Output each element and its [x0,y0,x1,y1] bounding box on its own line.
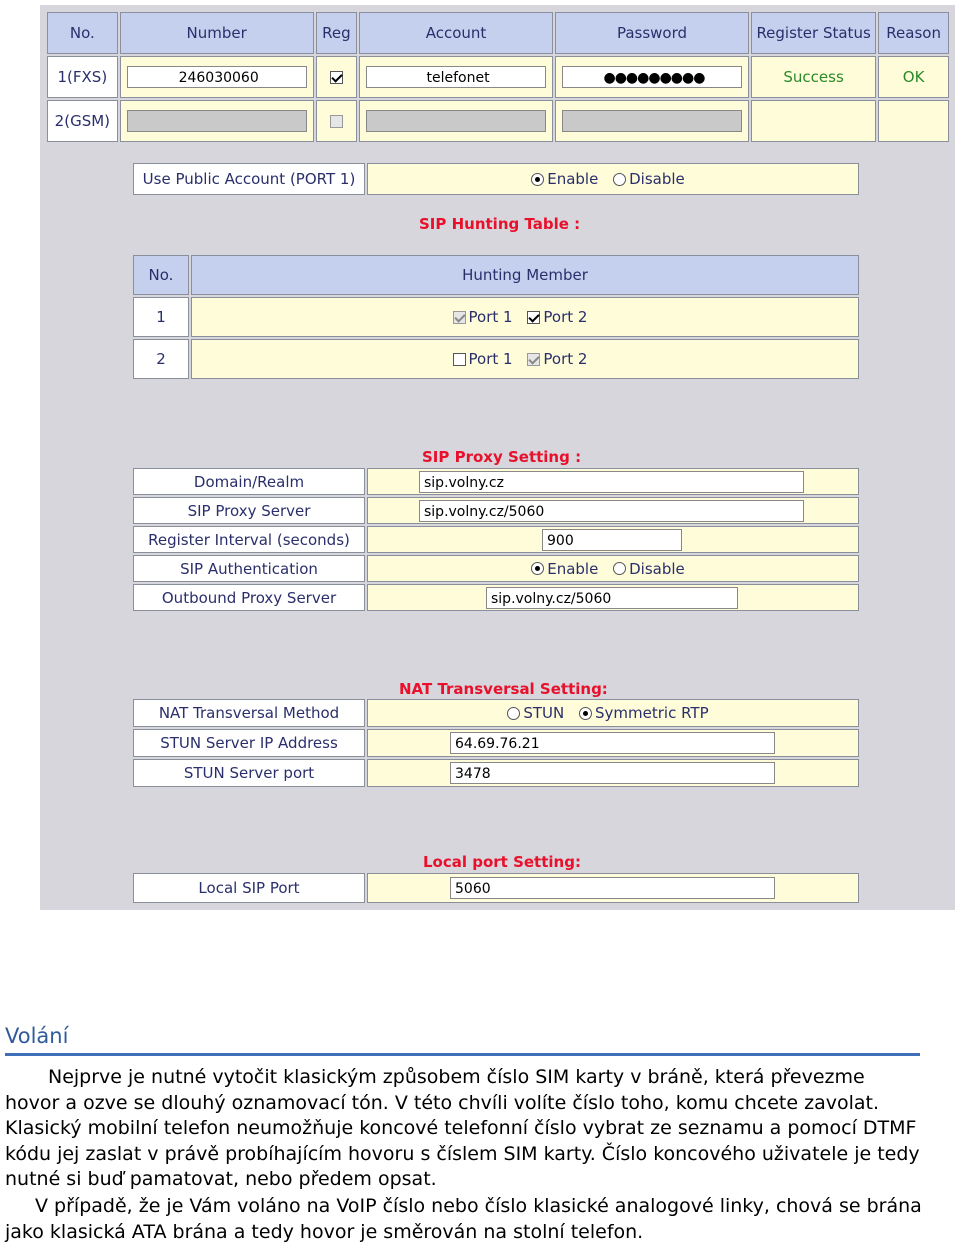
port1-checkbox[interactable] [453,311,466,324]
reg-checkbox[interactable] [330,115,343,128]
col-header-register-status: Register Status [751,12,876,54]
domain-label: Domain/Realm [133,468,365,495]
settings-panel [40,5,955,910]
password-input[interactable]: ●●●●●●●●● [562,66,742,88]
public-account-enable-radio[interactable] [531,173,544,186]
col-header-password: Password [555,12,749,54]
port1-checkbox[interactable] [453,353,466,366]
register-interval-input[interactable]: 900 [542,529,682,551]
register-interval-label: Register Interval (seconds) [133,526,365,553]
public-account-table [131,161,861,197]
reason [878,100,949,142]
heading-divider [5,1053,920,1056]
sip-hunting-title: SIP Hunting Table : [419,215,581,233]
radio-label: Disable [629,559,685,578]
hunting-table [131,253,861,381]
symmetric-rtp-radio[interactable] [579,707,592,720]
nat-method-label: NAT Transversal Method [133,699,365,727]
stun-ip-label: STUN Server IP Address [133,729,365,757]
reason: OK [878,56,949,98]
table-row [47,100,949,142]
section-heading: Volání [5,1024,69,1048]
auth-enable-radio[interactable] [531,562,544,575]
local-sip-port-label: Local SIP Port [133,873,365,903]
number-input[interactable] [127,110,307,132]
sip-auth-label: SIP Authentication [133,555,365,582]
sip-proxy-table [131,466,861,613]
account-input[interactable]: telefonet [366,66,546,88]
radio-label: Disable [629,170,685,189]
stun-ip-input[interactable]: 64.69.76.21 [450,732,775,754]
table-row [133,339,859,379]
stun-port-label: STUN Server port [133,759,365,787]
outbound-proxy-label: Outbound Proxy Server [133,584,365,611]
accounts-header-row [47,12,949,54]
auth-disable-radio[interactable] [613,562,626,575]
radio-label: Enable [547,170,599,189]
checkbox-label: Port 1 [468,350,513,369]
checkbox-label: Port 2 [543,308,588,327]
port-no: 1(FXS) [47,56,118,98]
password-input[interactable] [562,110,742,132]
radio-label: Enable [547,559,599,578]
port2-checkbox[interactable] [527,311,540,324]
proxy-server-label: SIP Proxy Server [133,497,365,524]
hunting-no: 1 [133,297,189,337]
stun-radio[interactable] [507,707,520,720]
col-header-no: No. [133,255,189,295]
hunting-no: 2 [133,339,189,379]
port2-checkbox[interactable] [527,353,540,366]
col-header-hunting-member: Hunting Member [191,255,859,295]
paragraph: Nejprve je nutné vytočit klasickým způsobem číslo SIM karty v bráně, která převezme hovor a ozve se dlouhý oznamovací tón. V této chvíli volíte číslo toho, komu chcete zavolat. Klasický mobilní telefon neumožňuje koncové telefonní číslo vybrat ze seznamu a pomocí DTMF kódu jej zaslat v právě probíhajícím hovoru s číslem SIM karty. Číslo koncového uživatele je tedy nutné si buď pamatovat, nebo předem opsat. [5,1066,920,1190]
domain-input[interactable]: sip.volny.cz [419,471,804,493]
checkbox-label: Port 2 [543,350,588,369]
col-header-no: No. [47,12,118,54]
accounts-table [45,10,951,144]
table-row [47,56,949,98]
paragraph: V případě, že je Vám voláno na VoIP číslo nebo číslo klasické analogové linky, chová se brána jako klasická ATA brána a tedy hovor je směrován na stolní telefon. [5,1195,922,1243]
proxy-server-input[interactable]: sip.volny.cz/5060 [419,500,804,522]
nat-title: NAT Transversal Setting: [399,680,608,698]
table-row [133,297,859,337]
reg-checkbox[interactable] [330,71,343,84]
local-port-table [131,871,861,905]
col-header-reason: Reason [878,12,949,54]
outbound-proxy-input[interactable]: sip.volny.cz/5060 [486,587,738,609]
stun-port-input[interactable]: 3478 [450,762,775,784]
radio-label: Symmetric RTP [595,704,709,723]
account-input[interactable] [366,110,546,132]
col-header-account: Account [359,12,553,54]
public-account-label: Use Public Account (PORT 1) [133,163,365,195]
col-header-number: Number [120,12,314,54]
number-input[interactable]: 246030060 [127,66,307,88]
register-status: Success [751,56,876,98]
port-no: 2(GSM) [47,100,118,142]
col-header-reg: Reg [316,12,357,54]
sip-proxy-title: SIP Proxy Setting : [422,448,582,466]
local-port-title: Local port Setting: [423,853,581,871]
nat-table [131,697,861,789]
radio-label: STUN [523,704,565,723]
public-account-disable-radio[interactable] [613,173,626,186]
register-status [751,100,876,142]
checkbox-label: Port 1 [468,308,513,327]
local-sip-port-input[interactable]: 5060 [450,877,775,899]
